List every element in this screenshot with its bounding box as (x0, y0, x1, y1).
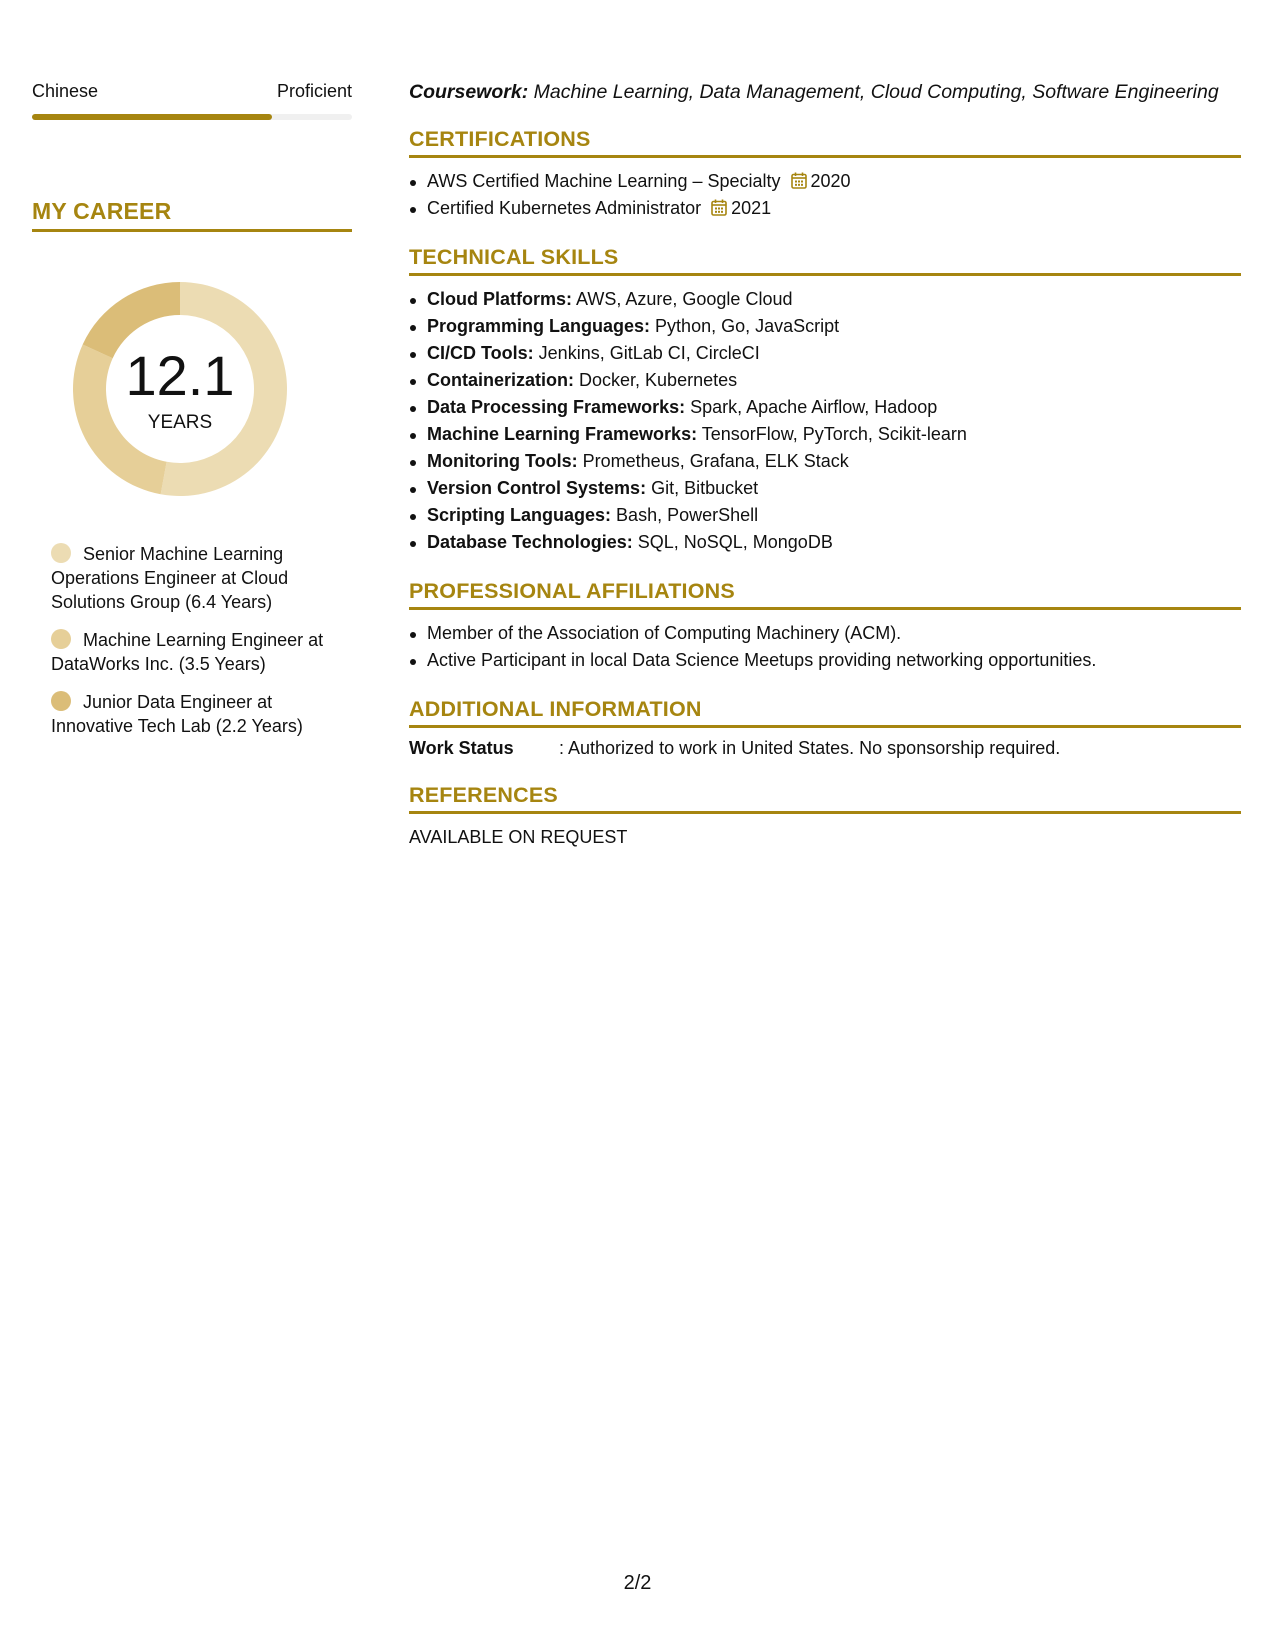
certification-item (409, 195, 1241, 222)
skills-section (409, 244, 1241, 556)
career-role-label: Senior Machine Learning Operations Engineer at Cloud Solutions Group (6.4 Years) (51, 544, 289, 612)
skill-category: Data Processing Frameworks: (427, 397, 686, 417)
skill-item (409, 367, 1241, 394)
skill-category: Containerization: (427, 370, 574, 390)
section-rule (409, 155, 1241, 158)
legend-dot-icon (51, 543, 71, 563)
career-role-label: Junior Data Engineer at Innovative Tech Lab (2.2 Years) (51, 692, 303, 736)
language-name: Chinese (32, 81, 99, 101)
career-total-years: 12.1 (125, 344, 235, 407)
references-text: AVAILABLE ON REQUEST (409, 827, 628, 847)
certifications-title: CERTIFICATIONS (409, 127, 591, 151)
certification-item (409, 168, 1241, 195)
skill-category: Monitoring Tools: (427, 451, 578, 471)
legend-dot-icon (51, 691, 71, 711)
coursework-value: Machine Learning, Data Management, Cloud Computing, Software Engineering (533, 81, 1219, 103)
certifications-list (409, 168, 1241, 222)
career-legend-item (51, 690, 331, 738)
language-row (32, 80, 352, 102)
certification-year: 2020 (810, 171, 851, 191)
skill-values: Docker, Kubernetes (579, 370, 738, 390)
career-legend-item (51, 542, 331, 614)
skill-values: Prometheus, Grafana, ELK Stack (582, 451, 849, 471)
skills-list (409, 286, 1241, 556)
language-level: Proficient (276, 81, 352, 101)
career-section-rule (32, 229, 352, 232)
skill-values: Spark, Apache Airflow, Hadoop (690, 397, 938, 417)
skill-category: Database Technologies: (427, 532, 633, 552)
calendar-icon (791, 172, 807, 189)
main-content (409, 80, 1241, 849)
references-title: REFERENCES (409, 783, 558, 807)
skill-item (409, 529, 1241, 556)
page-number: 2/2 (623, 1572, 652, 1594)
skill-category: Version Control Systems: (427, 478, 647, 498)
calendar-icon (711, 199, 727, 216)
career-legend (51, 542, 331, 738)
skill-values: AWS, Azure, Google Cloud (576, 289, 793, 309)
skill-values: Jenkins, GitLab CI, CircleCI (538, 343, 760, 363)
skill-category: Machine Learning Frameworks: (427, 424, 698, 444)
certification-year: 2021 (731, 198, 772, 218)
section-rule (409, 607, 1241, 610)
language-proficiency-fill (32, 114, 272, 120)
skills-title: TECHNICAL SKILLS (409, 245, 619, 269)
section-rule (409, 811, 1241, 814)
affiliations-section (409, 578, 1241, 674)
skill-category: Programming Languages: (427, 316, 651, 336)
career-years-unit: YEARS (147, 412, 213, 433)
work-status-value: : Authorized to work in United States. No sponsorship required. (559, 738, 1061, 758)
skill-values: Git, Bitbucket (651, 478, 759, 498)
skill-item (409, 475, 1241, 502)
section-rule (409, 725, 1241, 728)
certifications-section (409, 126, 1241, 222)
work-status-label: Work Status (409, 738, 514, 758)
additional-info-section (409, 696, 1241, 760)
skill-values: TensorFlow, PyTorch, Scikit-learn (701, 424, 967, 444)
certification-name: Certified Kubernetes Administrator (427, 198, 702, 218)
certification-name: AWS Certified Machine Learning – Specialty (427, 171, 781, 191)
skill-values: Bash, PowerShell (616, 505, 759, 525)
references-section (409, 782, 1241, 849)
additional-info-title: ADDITIONAL INFORMATION (409, 697, 702, 721)
work-status-row (409, 736, 1241, 760)
skill-item (409, 340, 1241, 367)
skill-item (409, 502, 1241, 529)
skill-item (409, 394, 1241, 421)
skill-values: Python, Go, JavaScript (655, 316, 840, 336)
affiliations-title: PROFESSIONAL AFFILIATIONS (409, 579, 735, 603)
skill-category: Cloud Platforms: (427, 289, 573, 309)
skill-item (409, 313, 1241, 340)
skill-item (409, 421, 1241, 448)
skill-item (409, 286, 1241, 313)
career-section-title: MY CAREER (32, 198, 172, 224)
skill-category: Scripting Languages: (427, 505, 612, 525)
affiliation-item: Active Participant in local Data Science Meetups providing networking opportunities. (409, 647, 1241, 674)
language-proficiency-bar (32, 114, 352, 120)
career-donut-chart (65, 274, 295, 504)
skill-item (409, 448, 1241, 475)
skill-values: SQL, NoSQL, MongoDB (637, 532, 833, 552)
career-legend-item (51, 628, 331, 676)
skill-category: CI/CD Tools: (427, 343, 534, 363)
career-role-label: Machine Learning Engineer at DataWorks Inc. (3.5 Years) (51, 630, 324, 674)
coursework-line (409, 80, 1241, 104)
affiliation-item: Member of the Association of Computing Machinery (ACM). (409, 620, 1241, 647)
coursework-label: Coursework: (409, 81, 529, 103)
affiliations-list (409, 620, 1241, 674)
sidebar (32, 80, 352, 752)
legend-dot-icon (51, 629, 71, 649)
section-rule (409, 273, 1241, 276)
